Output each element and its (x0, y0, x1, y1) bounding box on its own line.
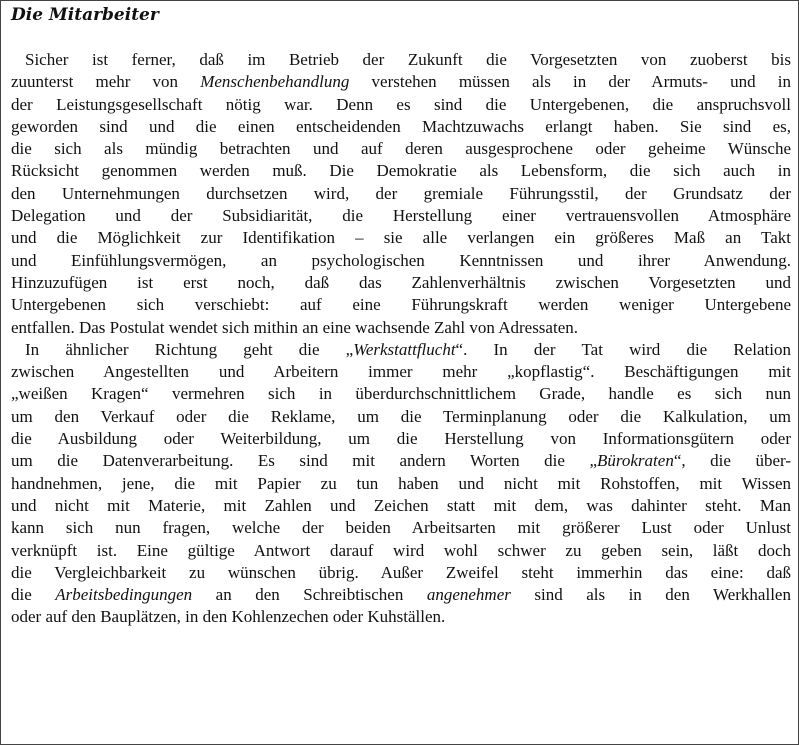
text-line (11, 562, 791, 584)
emphasis-text: Bürokraten (597, 451, 674, 471)
text-line (11, 138, 791, 160)
text-run: “. In der Tat wird die Relation (455, 339, 791, 359)
text-line (11, 428, 791, 450)
emphasis-text: Werkstattflucht (353, 339, 456, 359)
text-line (11, 495, 791, 517)
text-line (11, 517, 791, 539)
text-line (11, 94, 791, 116)
text-run: Hinzuzufügen ist erst noch, daß das Zahlenverhältnis zwischen Vorgesetzten und (11, 272, 791, 292)
text-line (11, 160, 791, 182)
text-line (11, 584, 791, 606)
text-run: Rücksicht genommen werden muß. Die Demokratie als Lebensform, die sich auch in (11, 161, 791, 181)
text-run: die Vergleichbarkeit zu wünschen übrig. Außer Zweifel steht immerhin das eine: daß (11, 562, 791, 582)
emphasis-text: Arbeitsbedingungen (55, 585, 193, 605)
paragraph (11, 339, 791, 629)
text-run: verknüpft ist. Eine gültige Antwort darauf wird wohl schwer zu geben sein, läßt doch (11, 540, 791, 560)
text-line (11, 250, 791, 272)
text-run: handnehmen, jene, die mit Papier zu tun haben und nicht mit Rohstoffen, mit Wissen (11, 473, 791, 493)
text-line (11, 116, 791, 138)
text-run: Sicher ist ferner, daß im Betrieb der Zukunft die Vorgesetzten von zuoberst bis (25, 50, 791, 69)
text-run: In ähnlicher Richtung geht die „ (25, 339, 354, 359)
text-run: kann sich nun fragen, welche der beiden Arbeitsarten mit größerer Lust oder Unlust (11, 518, 791, 538)
text-run: an den Schreibtischen (192, 585, 427, 605)
text-run: der Leistungsgesellschaft nötig war. Denn es sind die Untergebenen, die anspruchsvoll (11, 94, 791, 114)
text-line (11, 49, 791, 71)
body-text (11, 49, 791, 629)
section-heading: Die Mitarbeiter (11, 5, 159, 25)
text-run: sind als in den Werkhallen (510, 585, 791, 605)
text-line (11, 450, 791, 472)
text-line (11, 540, 791, 562)
text-line (11, 339, 791, 361)
text-run: die sich als mündig betrachten und auf deren ausgesprochene oder geheime Wünsche (11, 139, 791, 159)
text-run: und nicht mit Materie, mit Zahlen und Zeichen statt mit dem, was dahinter steht. Man (11, 495, 791, 515)
text-run: Untergebenen sich verschiebt: auf eine Führungskraft werden weniger Untergebene (11, 295, 791, 315)
text-run: geworden sind und die einen entscheidenden Machtzuwachs erlangt haben. Sie sind es, (11, 116, 791, 136)
text-line (11, 473, 791, 495)
text-line (11, 317, 791, 339)
text-run: und Einfühlungsvermögen, an psychologischen Kenntnissen und ihrer Anwendung. (11, 250, 791, 270)
text-run: oder auf den Bauplätzen, in den Kohlenzechen oder Kuhställen. (11, 607, 446, 627)
emphasis-text: Menschenbehandlung (200, 72, 350, 92)
text-run: um die Datenverarbeitung. Es sind mit andern Worten die „ (11, 451, 598, 471)
paragraph (11, 49, 791, 339)
text-run: “, die über- (673, 451, 792, 471)
text-run: zuunterst mehr von (11, 72, 201, 92)
text-line (11, 272, 791, 294)
text-run: verstehen müssen als in der Armuts- und in (349, 72, 791, 92)
text-line (11, 227, 791, 249)
text-run: „weißen Kragen“ vermehren sich in überdurchschnittlichem Grade, handle es sich nun (11, 384, 791, 404)
text-line (11, 294, 791, 316)
emphasis-text: angenehmer (426, 585, 511, 605)
text-line (11, 71, 791, 93)
text-line (11, 361, 791, 383)
text-run: und die Möglichkeit zur Identifikation – sie alle verlangen ein größeres Maß an Takt (11, 228, 791, 248)
text-line (11, 183, 791, 205)
text-line (11, 406, 791, 428)
text-run: die (11, 585, 56, 605)
text-line (11, 205, 791, 227)
text-run: entfallen. Das Postulat wendet sich mithin an eine wachsende Zahl von Adressaten. (11, 317, 578, 337)
text-run: um den Verkauf oder die Reklame, um die Terminplanung oder die Kalkulation, um (11, 406, 791, 426)
text-run: den Unternehmungen durchsetzen wird, der gremiale Führungsstil, der Grundsatz der (11, 183, 791, 203)
text-run: die Ausbildung oder Weiterbildung, um die Herstellung von Informationsgütern oder (11, 429, 791, 449)
text-run: zwischen Angestellten und Arbeitern immer mehr „kopflastig“. Beschäftigungen mit (11, 362, 791, 382)
text-run: Delegation und der Subsidiarität, die Herstellung einer vertrauensvollen Atmosphäre (11, 206, 791, 226)
text-line (11, 383, 791, 405)
text-line (11, 606, 791, 628)
